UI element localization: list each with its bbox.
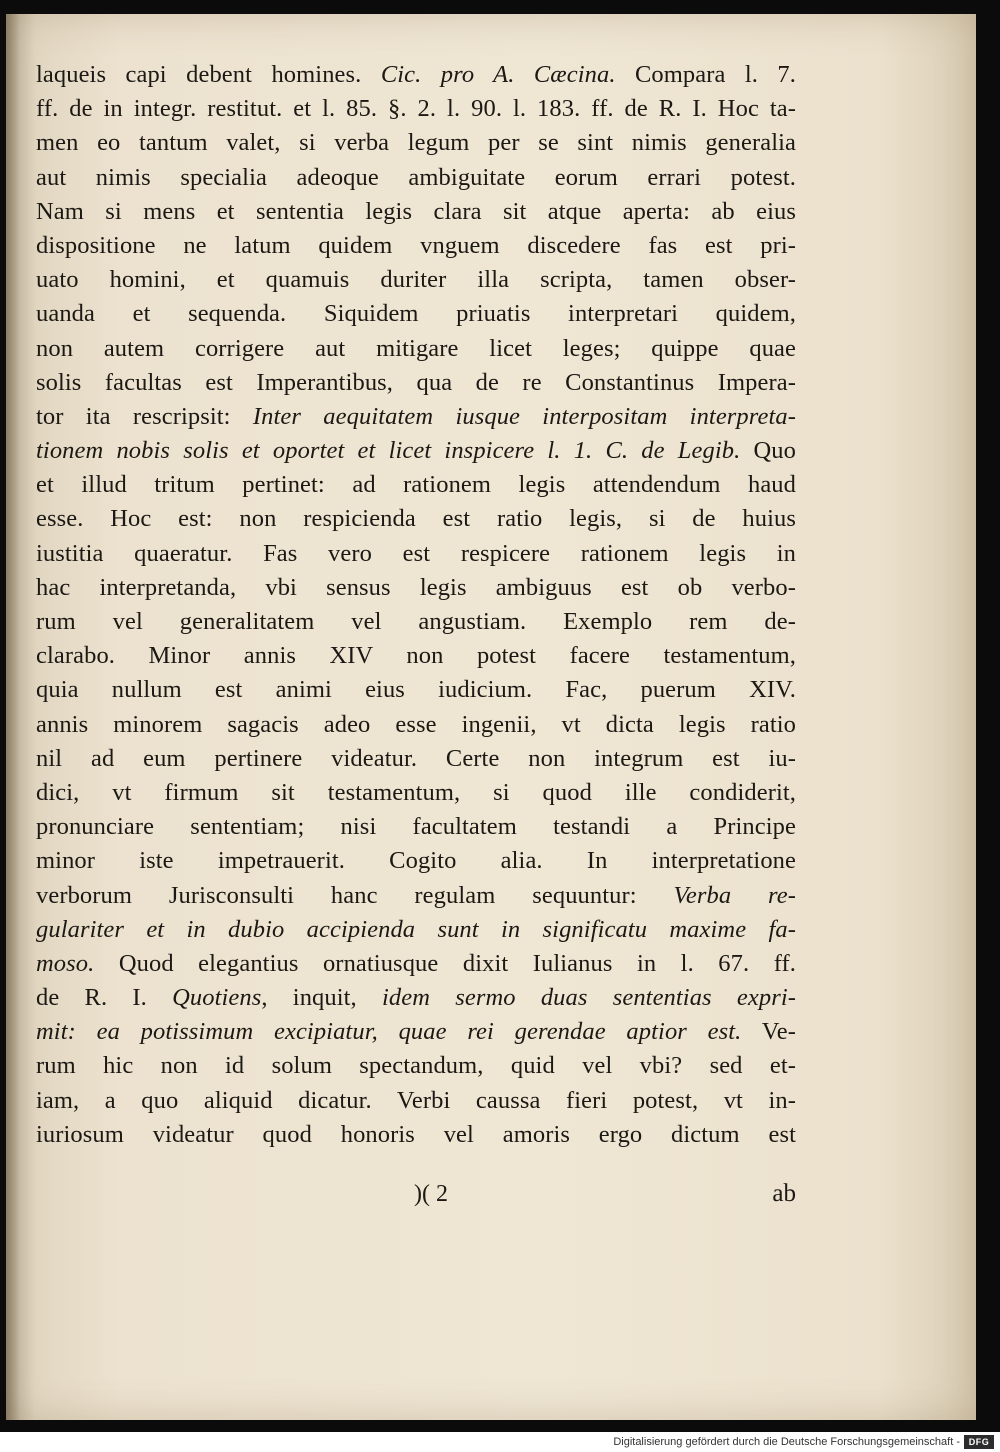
signature-mark: )( 2 (414, 1181, 448, 1207)
text-segment: nil ad eum pertinere videatur. Certe non integrum est iu- (36, 744, 796, 772)
text-line (36, 297, 796, 331)
text-segment: clarabo. Minor annis XIV non potest facere testamentum, (36, 642, 796, 670)
text-line (36, 126, 796, 160)
italic-text-segment: idem sermo duas sententias expri- (382, 984, 796, 1012)
text-line (36, 537, 796, 571)
text-line (36, 468, 796, 502)
credit-text: Digitalisierung gefördert durch die Deutsche Forschungsgemeinschaft - (613, 1436, 960, 1448)
text-segment: Nam si mens et sententia legis clara sit atque aperta: ab eius (36, 197, 796, 225)
text-line (36, 332, 796, 366)
text-segment: non autem corrigere aut mitigare licet leges; quippe quae (36, 334, 796, 362)
text-line (36, 879, 796, 913)
text-line (36, 1084, 796, 1118)
text-line (36, 947, 796, 981)
page-binding-shadow (6, 14, 20, 1420)
text-segment: rum vel generalitatem vel angustiam. Exemplo rem de- (36, 608, 796, 635)
italic-text-segment: Cic. pro A. Cæcina. (380, 61, 616, 88)
text-line (36, 571, 796, 605)
catchword: ab (772, 1180, 796, 1207)
text-line (36, 673, 796, 707)
text-segment: tor ita rescripsit: (36, 402, 253, 430)
text-segment: solis facultas est Imperantibus, qua de re Constantinus Impera- (36, 368, 796, 396)
italic-text-segment: Quotiens (172, 984, 262, 1012)
text-line (36, 92, 796, 126)
text-segment: men eo tantum valet, si verba legum per se sint nimis generalia (36, 129, 796, 157)
text-line (36, 400, 796, 434)
text-line (36, 708, 796, 742)
italic-text-segment: Inter aequitatem iusque interpositam interpreta- (252, 402, 796, 430)
text-line (36, 502, 796, 536)
text-segment: esse. Hoc est: non respicienda est ratio legis, si de huius (36, 505, 796, 533)
text-segment: iam, a quo aliquid dicatur. Verbi caussa fieri potest, vt in- (36, 1086, 796, 1114)
italic-text-segment: mit: ea potissimum excipiatur, quae rei gerendae aptior est. (36, 1018, 742, 1046)
text-segment: de R. I. (36, 984, 173, 1012)
text-line (36, 195, 796, 229)
text-line (36, 810, 796, 844)
text-segment: Quo (740, 437, 796, 465)
text-line (36, 1015, 796, 1049)
dfg-logo: DFG (964, 1435, 994, 1449)
text-line (36, 639, 796, 673)
text-line (36, 1118, 796, 1152)
text-segment: dispositione ne latum quidem vnguem discedere fas est pri- (36, 231, 796, 259)
text-segment: annis minorem sagacis adeo esse ingenii, vt dicta legis ratio (36, 710, 796, 738)
text-segment: uato homini, et quamuis duriter illa scripta, tamen obser- (36, 266, 796, 294)
text-segment: Compara l. 7. (615, 61, 797, 88)
text-segment: aut nimis specialia adeoque ambiguitate eorum errari potest. (36, 163, 796, 191)
text-line (36, 434, 796, 468)
text-segment: verborum Jurisconsulti hanc regulam sequuntur: (36, 881, 674, 909)
text-line (36, 913, 796, 947)
text-line (36, 742, 796, 776)
text-line (36, 981, 796, 1015)
text-line (36, 605, 796, 639)
italic-text-segment: gulariter et in dubio accipienda sunt in significatu maxime fa- (36, 915, 796, 943)
text-segment: Ve- (741, 1018, 797, 1046)
body-text (36, 58, 796, 1152)
text-segment: pronunciare sententiam; nisi facultatem testandi a Principe (36, 813, 796, 841)
text-segment: laqueis capi debent homines. (36, 61, 381, 88)
text-line (36, 263, 796, 297)
text-line (36, 161, 796, 195)
text-segment: minor iste impetrauerit. Cogito alia. In interpretatione (36, 847, 796, 875)
text-segment: quia nullum est animi eius iudicium. Fac, puerum XIV. (36, 676, 796, 704)
italic-text-segment: tionem nobis solis et oportet et licet inspicere l. 1. C. de Legib. (36, 437, 741, 465)
italic-text-segment: moso. (36, 949, 95, 977)
book-page (6, 14, 976, 1420)
page-footer (36, 1174, 796, 1214)
text-segment: uanda et sequenda. Siquidem priuatis interpretari quidem, (36, 300, 796, 328)
text-segment: Quod elegantius ornatiusque dixit Iulianus in l. 67. ff. (94, 949, 796, 977)
digitization-credit-bar (0, 1432, 1000, 1452)
text-segment: iustitia quaeratur. Fas vero est respicere rationem legis in (36, 539, 796, 567)
text-line (36, 1049, 796, 1083)
text-line (36, 844, 796, 878)
text-segment: hac interpretanda, vbi sensus legis ambiguus est ob verbo- (36, 573, 796, 601)
text-segment: iuriosum videatur quod honoris vel amoris ergo dictum est (36, 1120, 796, 1148)
text-segment: et illud tritum pertinet: ad rationem legis attendendum haud (36, 471, 796, 499)
text-segment: , inquit, (261, 984, 382, 1012)
text-line (36, 58, 796, 92)
text-segment: ff. de in integr. restitut. et l. 85. §. 2. l. 90. l. 183. ff. de R. I. Hoc ta- (36, 95, 796, 123)
italic-text-segment: Verba re- (673, 881, 797, 909)
text-segment: rum hic non id solum spectandum, quid vel vbi? sed et- (36, 1052, 796, 1080)
text-line (36, 776, 796, 810)
text-line (36, 366, 796, 400)
text-segment: dici, vt firmum sit testamentum, si quod ille condiderit, (36, 778, 796, 806)
text-line (36, 229, 796, 263)
